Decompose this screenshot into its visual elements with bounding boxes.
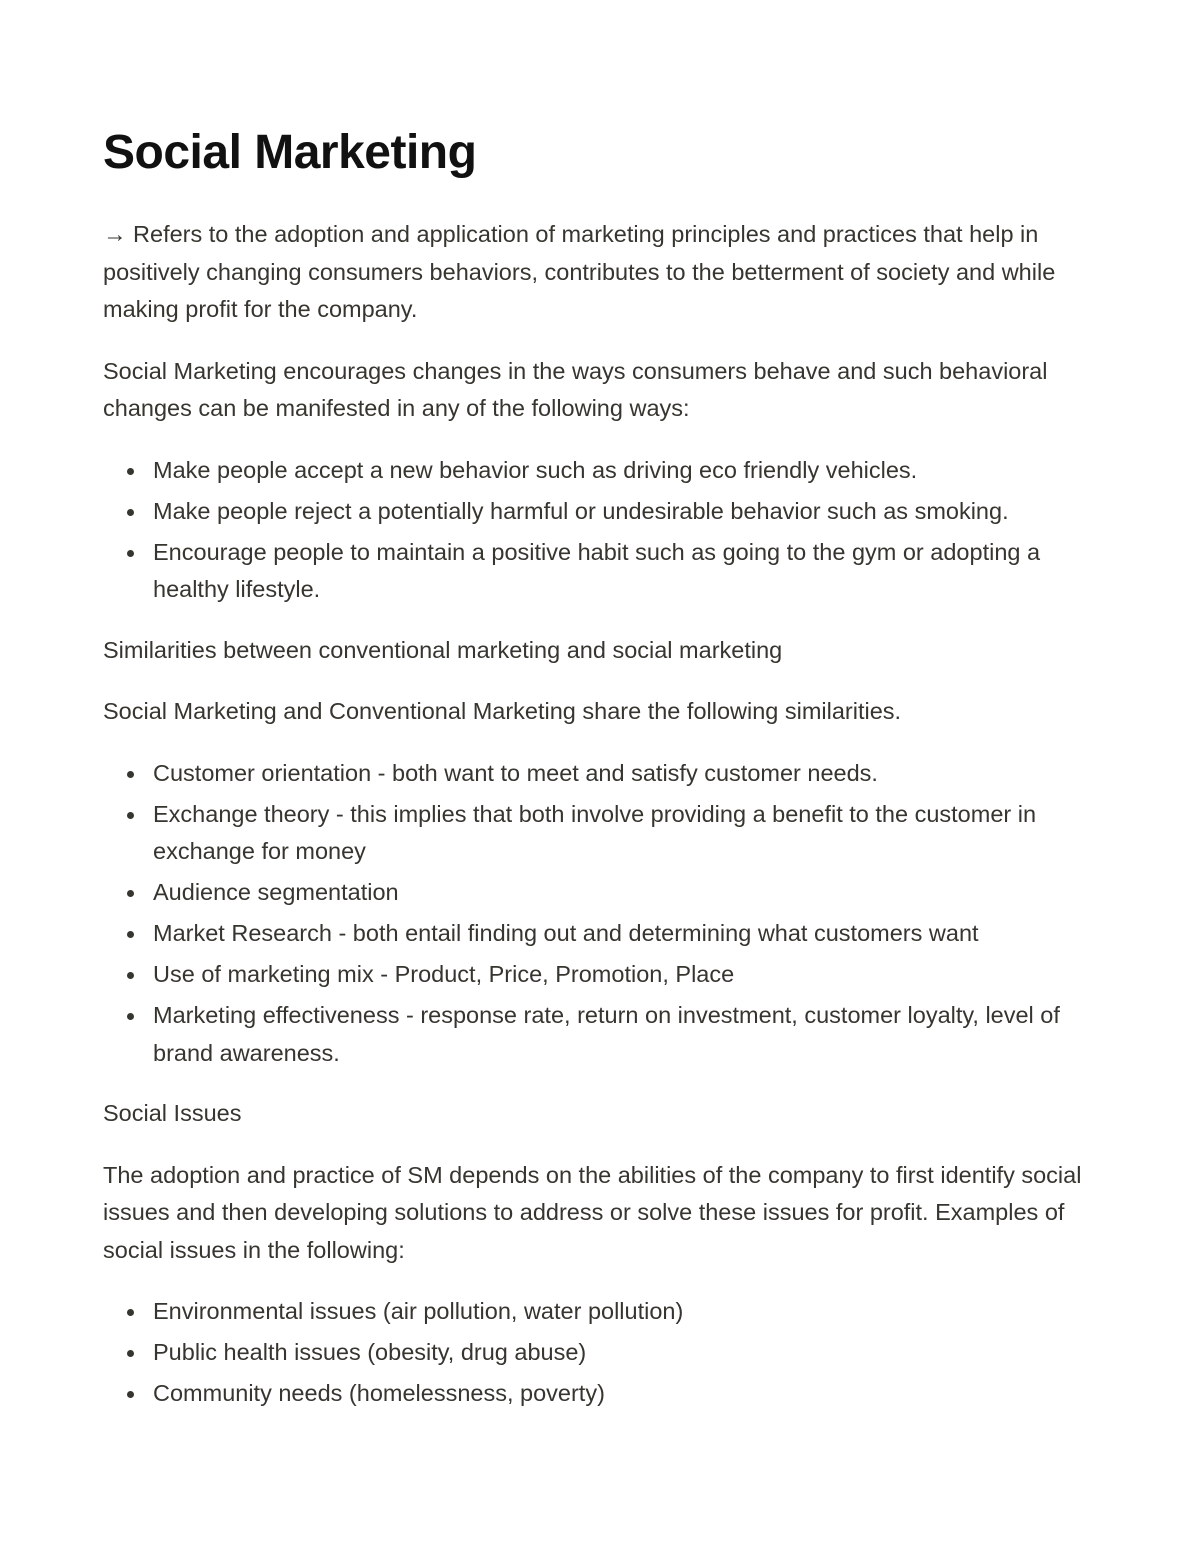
list-item: Use of marketing mix - Product, Price, Promotion, Place <box>153 956 1103 994</box>
intro-paragraph: → Refers to the adoption and application of marketing principles and practices that help in positively changing consumers behaviors, contributes to the betterment of society and while making profit for the company. <box>103 221 1056 322</box>
list-item: Public health issues (obesity, drug abuse) <box>153 1334 1103 1372</box>
social-issues-list <box>103 1293 1103 1413</box>
page-title: Social Marketing <box>103 126 477 179</box>
list-item: Environmental issues (air pollution, water pollution) <box>153 1293 1103 1331</box>
list-item: Audience segmentation <box>153 874 1103 912</box>
list-item: Exchange theory - this implies that both involve providing a benefit to the customer in exchange for money <box>153 796 1103 871</box>
similarities-list <box>103 755 1103 1073</box>
list-item: Market Research - both entail finding out and determining what customers want <box>153 915 1103 953</box>
list-item: Marketing effectiveness - response rate, return on investment, customer loyalty, level of brand awareness. <box>153 997 1103 1072</box>
social-issues-intro: The adoption and practice of SM depends on the abilities of the company to first identify social issues and then developing solutions to address or solve these issues for profit. Examples of social issues in the following: <box>103 1161 1082 1263</box>
list-item: Make people reject a potentially harmful or undesirable behavior such as smoking. <box>153 493 1103 531</box>
list-item: Make people accept a new behavior such as driving eco friendly vehicles. <box>153 452 1103 490</box>
similarities-heading: Similarities between conventional marketing and social marketing <box>103 636 783 663</box>
list-item: Community needs (homelessness, poverty) <box>153 1375 1103 1413</box>
encourages-paragraph: Social Marketing encourages changes in the ways consumers behave and such behavioral changes can be manifested in any of the following ways: <box>103 357 1048 421</box>
social-issues-heading: Social Issues <box>103 1100 242 1126</box>
document-page <box>103 120 1103 1436</box>
list-item: Encourage people to maintain a positive habit such as going to the gym or adopting a healthy lifestyle. <box>153 534 1103 609</box>
similarities-intro: Social Marketing and Conventional Marketing share the following similarities. <box>103 698 902 724</box>
list-item: Customer orientation - both want to meet and satisfy customer needs. <box>153 755 1103 793</box>
behavior-ways-list <box>103 452 1103 609</box>
